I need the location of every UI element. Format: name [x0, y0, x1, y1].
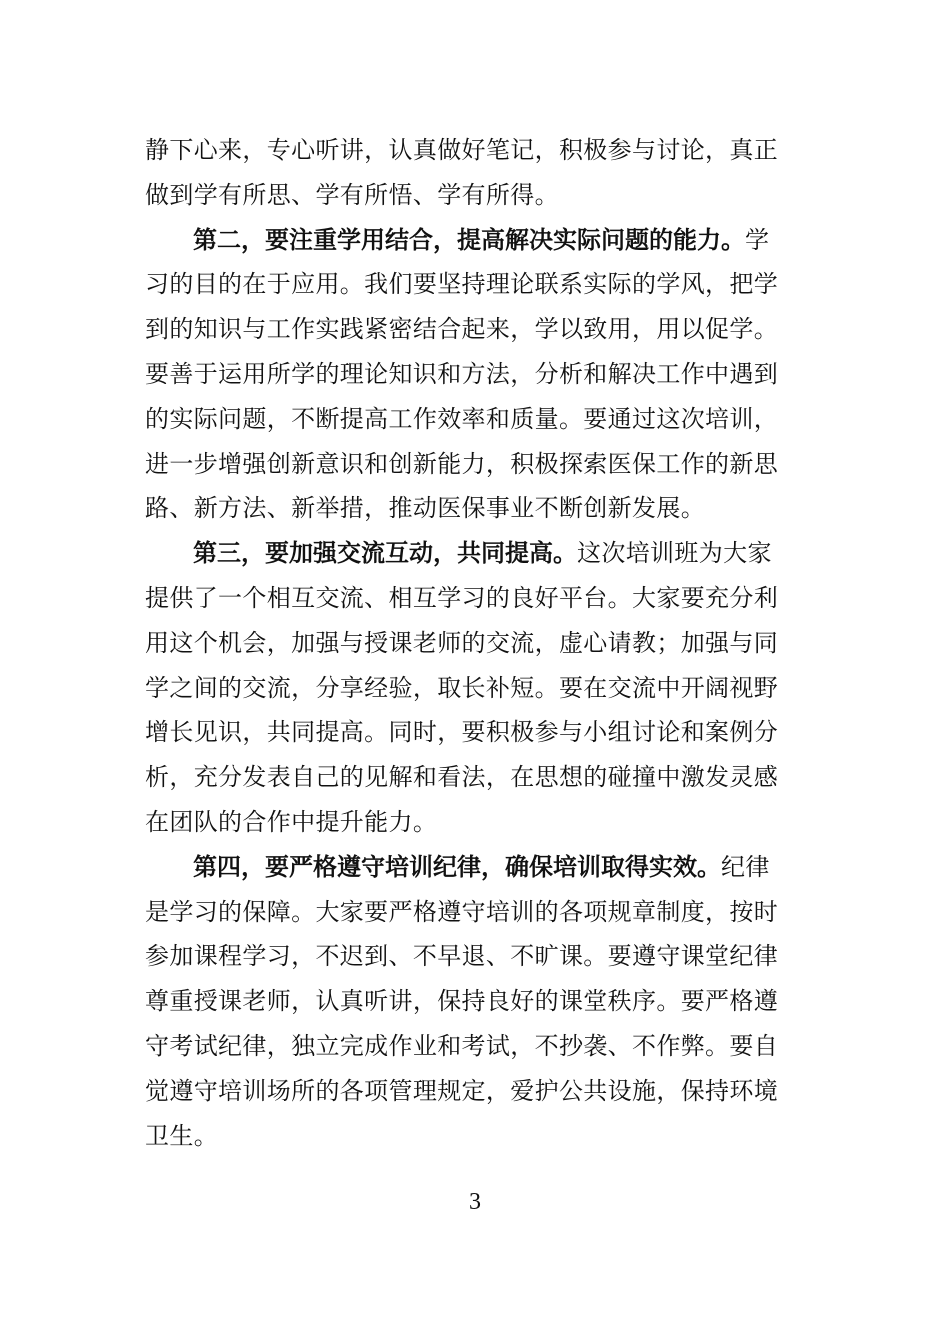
section-heading: 第四，要严格遵守培训纪律，确保培训取得实效。 [193, 852, 721, 881]
text-line: 析，充分发表自己的见解和看法，在思想的碰撞中激发灵感 [145, 763, 779, 792]
text-line: 在团队的合作中提升能力。 [145, 807, 438, 836]
text-line: 习的目的在于应用。我们要坚持理论联系实际的学风，把学 [145, 270, 779, 299]
text-line: 的实际问题，不断提高工作效率和质量。要通过这次培训， [145, 404, 779, 433]
text-line: 学之间的交流，分享经验，取长补短。要在交流中开阔视野 [145, 673, 779, 702]
text-run: 这次培训班为大家 [577, 539, 772, 568]
page-number: 3 [469, 1189, 481, 1215]
text-line: 卫生。 [145, 1121, 219, 1150]
text-line: 增长见识，共同提高。同时，要积极参与小组讨论和案例分 [145, 718, 779, 747]
text-line: 觉遵守培训场所的各项管理规定，爱护公共设施，保持环境 [145, 1076, 779, 1105]
section-heading: 第三，要加强交流互动，共同提高。 [193, 539, 577, 568]
text-line: 要善于运用所学的理论知识和方法，分析和解决工作中遇到 [145, 359, 779, 388]
text-run: 纪律 [721, 852, 770, 881]
text-line: 进一步增强创新意识和创新能力，积极探索医保工作的新思 [145, 449, 779, 478]
paragraph-first-line [145, 218, 809, 263]
document-body [145, 128, 809, 1158]
text-line: 路、新方法、新举措，推动医保事业不断创新发展。 [145, 494, 706, 523]
text-line: 用这个机会，加强与授课老师的交流，虚心请教；加强与同 [145, 628, 779, 657]
section-heading: 第二，要注重学用结合，提高解决实际问题的能力。 [193, 225, 745, 254]
text-line: 静下心来，专心听讲，认真做好笔记，积极参与讨论，真正 [145, 136, 779, 164]
text-run: 学 [745, 225, 770, 254]
text-line: 提供了一个相互交流、相互学习的良好平台。大家要充分利 [145, 583, 779, 612]
text-line: 做到学有所思、学有所悟、学有所得。 [145, 180, 559, 209]
text-line: 守考试纪律，独立完成作业和考试，不抄袭、不作弊。要自 [145, 1031, 779, 1060]
text-line: 到的知识与工作实践紧密结合起来，学以致用，用以促学。 [145, 315, 779, 344]
paragraph-first-line [145, 845, 809, 890]
text-line: 是学习的保障。大家要严格遵守培训的各项规章制度，按时 [145, 897, 779, 926]
paragraph-first-line [145, 531, 809, 576]
text-line: 尊重授课老师，认真听讲，保持良好的课堂秩序。要严格遵 [145, 987, 779, 1016]
text-line: 参加课程学习，不迟到、不早退、不旷课。要遵守课堂纪律 [145, 942, 779, 971]
